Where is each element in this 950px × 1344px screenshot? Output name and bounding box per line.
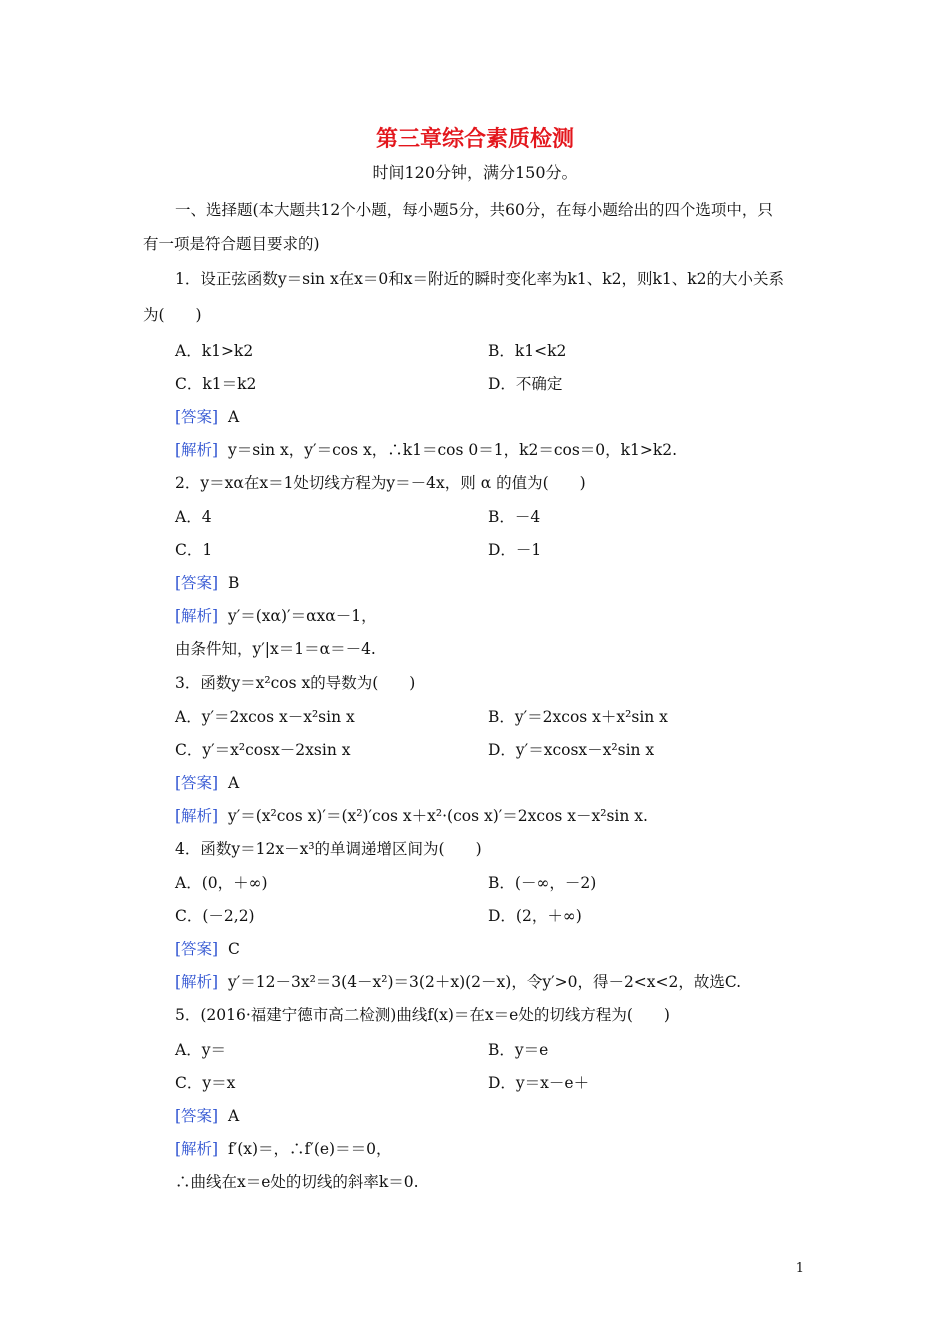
question-4-analysis <box>175 970 741 992</box>
analysis-tag: [解析] <box>175 441 219 459</box>
question-3-option-c: C．y′＝x²cosx－2xsin x <box>175 741 351 759</box>
question-3-option-d: D．y′＝xcosx－x²sin x <box>488 741 655 759</box>
analysis-text: y＝sin x，y′＝cos x，∴k1＝cos 0＝1，k2＝cos＝0，k1>k2. <box>227 441 678 459</box>
question-1-stem: 1．设正弦函数y＝sin x在x＝0和x＝附近的瞬时变化率为k1、k2，则k1、k2的大小关系 <box>175 270 785 288</box>
answer-tag: [答案] <box>175 574 219 592</box>
question-2-answer <box>175 571 239 593</box>
question-5-option-b: B．y＝e <box>488 1041 549 1059</box>
analysis-text: f′(x)＝，∴f′(e)＝＝0， <box>227 1140 392 1158</box>
question-1-answer <box>175 405 239 427</box>
question-5-analysis <box>175 1137 391 1159</box>
question-4-stem: 4．函数y＝12x－x³的单调递增区间为( ) <box>175 840 482 858</box>
analysis-tag: [解析] <box>175 807 219 825</box>
question-3-option-a: A．y′＝2xcos x－x²sin x <box>175 708 355 726</box>
analysis-tag: [解析] <box>175 973 219 991</box>
answer-tag: [答案] <box>175 940 219 958</box>
answer-tag: [答案] <box>175 408 219 426</box>
question-1-analysis <box>175 438 677 460</box>
question-5-stem: 5．(2016·福建宁德市高二检测)曲线f(x)＝在x＝e处的切线方程为( ) <box>175 1006 670 1024</box>
question-5-option-a: A．y＝ <box>175 1041 226 1059</box>
answer-value: B <box>227 574 240 592</box>
question-5-analysis-cont: ∴曲线在x＝e处的切线的斜率k＝0. <box>175 1173 419 1191</box>
answer-value: C <box>227 940 240 958</box>
page-title: 第三章综合素质检测 <box>375 127 574 152</box>
question-2-option-a: A．4 <box>175 508 212 526</box>
question-3-analysis <box>175 804 648 826</box>
question-1-option-c: C．k1＝k2 <box>175 375 257 393</box>
question-2-analysis <box>175 604 377 626</box>
section-intro: 一、选择题(本大题共12个小题，每小题5分，共60分，在每小题给出的四个选项中，只 <box>175 201 773 219</box>
question-5-option-d: D．y＝x－e＋ <box>488 1074 590 1092</box>
question-2-analysis-cont: 由条件知，y′|x＝1＝α＝－4. <box>175 640 376 658</box>
question-3-stem: 3．函数y＝x²cos x的导数为( ) <box>175 674 416 692</box>
question-4-option-b: B．(－∞，－2) <box>488 874 597 892</box>
answer-value: A <box>227 408 240 426</box>
question-2-stem: 2．y＝xα在x＝1处切线方程为y＝－4x，则 α 的值为( ) <box>175 474 586 492</box>
answer-tag: [答案] <box>175 1107 219 1125</box>
answer-tag: [答案] <box>175 774 219 792</box>
analysis-text: y′＝12－3x²＝3(4－x²)＝3(2＋x)(2－x)，令y′>0，得－2<x<2，故选C. <box>227 973 742 991</box>
question-3-option-b: B．y′＝2xcos x＋x²sin x <box>488 708 668 726</box>
question-2-option-b: B．－4 <box>488 508 541 526</box>
question-5-answer <box>175 1104 239 1126</box>
question-2-option-d: D．－1 <box>488 541 542 559</box>
question-2-option-c: C．1 <box>175 541 213 559</box>
question-4-answer <box>175 937 240 959</box>
question-1-option-b: B．k1<k2 <box>488 342 567 360</box>
analysis-text: y′＝(xα)′＝αxα－1， <box>227 607 377 625</box>
answer-value: A <box>227 1107 240 1125</box>
question-1-option-d: D．不确定 <box>488 375 563 393</box>
section-intro-cont: 有一项是符合题目要求的) <box>143 235 320 253</box>
analysis-tag: [解析] <box>175 1140 219 1158</box>
page-number: 1 <box>795 1261 804 1276</box>
question-4-option-c: C．(－2,2) <box>175 907 255 925</box>
question-1-option-a: A．k1>k2 <box>175 342 254 360</box>
analysis-tag: [解析] <box>175 607 219 625</box>
question-4-option-d: D．(2，＋∞) <box>488 907 582 925</box>
question-1-stem-cont: 为( ) <box>143 306 202 324</box>
question-3-answer <box>175 771 239 793</box>
answer-value: A <box>227 774 240 792</box>
question-4-option-a: A．(0，＋∞) <box>175 874 268 892</box>
analysis-text: y′＝(x²cos x)′＝(x²)′cos x＋x²·(cos x)′＝2xcos x－x²sin x. <box>227 807 648 825</box>
exam-info: 时间120分钟，满分150分。 <box>372 163 578 182</box>
question-5-option-c: C．y＝x <box>175 1074 236 1092</box>
